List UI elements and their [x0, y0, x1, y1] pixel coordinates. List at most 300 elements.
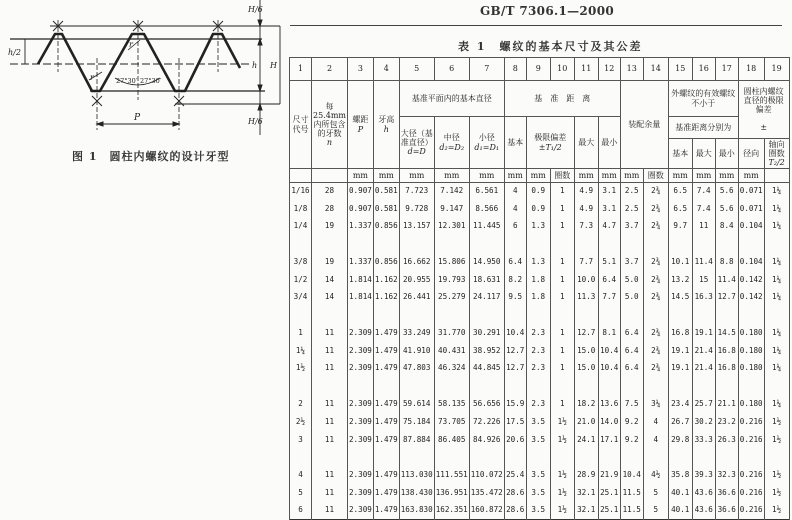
table-cell: 11 [312, 325, 348, 343]
table-cell: 24.117 [469, 289, 504, 307]
header-gauge-distance: 基 准 距 离 [504, 81, 620, 117]
table-cell: 7.4 [692, 200, 715, 218]
table-cell: 21.1 [715, 396, 738, 414]
table-cell: 8.2 [504, 271, 526, 289]
table-cell: 11 [312, 484, 348, 502]
column-number: 17 [715, 58, 738, 81]
table-cell: 84.926 [469, 431, 504, 449]
table-cell: 1¼ [764, 218, 789, 236]
thread-profile-figure [0, 0, 285, 170]
table-cell: 24.1 [574, 431, 598, 449]
table-cell: 5.0 [620, 271, 643, 289]
table-cell: 1¼ [290, 342, 312, 360]
table-cell: 110.072 [469, 467, 504, 485]
table-cell: 0.907 [347, 183, 373, 201]
table-title: 表 1 螺纹的基本尺寸及其公差 [458, 40, 643, 53]
spacer-row [290, 449, 790, 467]
table-cell: 16.3 [692, 289, 715, 307]
column-number: 12 [598, 58, 620, 81]
table-cell: 19.793 [434, 271, 469, 289]
h-sixth-top-label: H/6 [248, 5, 263, 14]
column-number: 10 [550, 58, 574, 81]
unit-cell: mm [620, 169, 643, 183]
table-cell: 1 [550, 360, 574, 378]
table-cell: 40.1 [668, 502, 692, 520]
table-cell: 38.952 [469, 342, 504, 360]
table-cell: 0.581 [373, 200, 399, 218]
table-cell: 25.1 [598, 502, 620, 520]
table-cell: 2.309 [347, 342, 373, 360]
unit-cell [290, 169, 312, 183]
table-cell: 1½ [550, 413, 574, 431]
table-cell: 2¾ [643, 218, 668, 236]
table-cell: 1½ [290, 360, 312, 378]
table-cell: 35.8 [668, 467, 692, 485]
table-cell: 17.1 [598, 431, 620, 449]
table-cell: 20.955 [399, 271, 434, 289]
table-cell: 16.8 [715, 360, 738, 378]
table-cell: 3.5 [526, 502, 550, 520]
table-cell: 9.7 [668, 218, 692, 236]
table-row [290, 342, 790, 360]
table-cell: 11 [312, 413, 348, 431]
table-cell: 0.180 [738, 360, 764, 378]
table-cell: 5 [643, 502, 668, 520]
table-cell: 56.656 [469, 396, 504, 414]
table-cell: 19 [312, 218, 348, 236]
table-cell: 5 [643, 484, 668, 502]
table-cell: 1¼ [764, 289, 789, 307]
header-basic: 基本 [504, 117, 526, 169]
table-cell: 10.4 [598, 342, 620, 360]
table-cell: 14.5 [668, 289, 692, 307]
table-cell: 1.337 [347, 254, 373, 272]
table-cell: 0.856 [373, 218, 399, 236]
table-cell: 0.9 [526, 183, 550, 201]
unit-cell: mm [692, 169, 715, 183]
table-cell: 4 [504, 183, 526, 201]
column-number: 3 [347, 58, 373, 81]
pitch-label: P [134, 113, 141, 123]
table-cell: 47.803 [399, 360, 434, 378]
header-minor-dia: 小径 d₁=D₁ [469, 117, 504, 169]
table-cell: 4 [504, 200, 526, 218]
table-cell: 1.162 [373, 271, 399, 289]
table-cell: 1.479 [373, 413, 399, 431]
table-row [290, 396, 790, 414]
table-cell: 2.5 [620, 200, 643, 218]
table-cell: 0.9 [526, 200, 550, 218]
table-cell: 0.180 [738, 342, 764, 360]
table-cell: 5 [290, 484, 312, 502]
table-cell: 2.3 [526, 396, 550, 414]
table-cell: 21.9 [598, 467, 620, 485]
table-cell: 32.3 [715, 467, 738, 485]
table-cell: 2 [290, 396, 312, 414]
table-cell: 11.5 [620, 502, 643, 520]
table-cell: 162.351 [434, 502, 469, 520]
table-cell: 28.6 [504, 484, 526, 502]
table-cell: 113.030 [399, 467, 434, 485]
unit-cell: 圈数 [643, 169, 668, 183]
header-row-1 [290, 81, 790, 117]
table-row [290, 467, 790, 485]
header-limit-dev: 极限偏差 ±T₁/2 [526, 117, 574, 169]
table-cell: 19.1 [692, 325, 715, 343]
table-cell: 1.479 [373, 502, 399, 520]
table-cell: 0.142 [738, 271, 764, 289]
table-cell: 0.180 [738, 325, 764, 343]
table-cell: 15.0 [574, 342, 598, 360]
table-cell: 1.479 [373, 360, 399, 378]
table-cell: 0.104 [738, 254, 764, 272]
table-cell: 1.162 [373, 289, 399, 307]
table-cell: 4 [643, 431, 668, 449]
table-cell: 9.728 [399, 200, 434, 218]
table-cell: 26.441 [399, 289, 434, 307]
table-cell: 1 [550, 254, 574, 272]
table-cell: 2.5 [620, 183, 643, 201]
table-cell: 36.6 [715, 484, 738, 502]
table-cell: 72.226 [469, 413, 504, 431]
table-cell: 0.216 [738, 484, 764, 502]
table-cell: 7.7 [598, 289, 620, 307]
header-gauge-respectively: 基准距离分别为 [668, 117, 738, 139]
unit-cell: mm [526, 169, 550, 183]
table-cell: 11.4 [715, 271, 738, 289]
column-number: 16 [692, 58, 715, 81]
table-cell: 1 [550, 200, 574, 218]
table-cell: 1/2 [290, 271, 312, 289]
table-cell: 6.5 [668, 200, 692, 218]
table-cell: 11.4 [692, 254, 715, 272]
table-cell: 15.0 [574, 360, 598, 378]
table-cell: 28.9 [574, 467, 598, 485]
table-cell: 111.551 [434, 467, 469, 485]
table-cell: 16.8 [715, 342, 738, 360]
table-cell: 32.1 [574, 484, 598, 502]
unit-cell: mm [504, 169, 526, 183]
table-cell: 6.4 [620, 325, 643, 343]
table-cell: 2¾ [643, 200, 668, 218]
header-fitting-allowance: 装配余量 [620, 81, 668, 169]
table-cell: 15.806 [434, 254, 469, 272]
table-cell: 7.142 [434, 183, 469, 201]
table-row [290, 271, 790, 289]
table-cell: 8.4 [715, 218, 738, 236]
table-cell: 12.7 [504, 342, 526, 360]
table-cell: 1¼ [764, 200, 789, 218]
table-row [290, 484, 790, 502]
unit-cell: mm [668, 169, 692, 183]
table-cell: 1 [550, 396, 574, 414]
table-cell: 7.4 [692, 183, 715, 201]
table-cell: 2.309 [347, 325, 373, 343]
table-cell: 1½ [764, 413, 789, 431]
table-cell: 3.7 [620, 218, 643, 236]
table-cell: 10.0 [574, 271, 598, 289]
table-cell: 19 [312, 254, 348, 272]
table-cell: 21.0 [574, 413, 598, 431]
table-cell: 0.581 [373, 183, 399, 201]
table-cell: 0.856 [373, 254, 399, 272]
h-label: h [252, 61, 258, 70]
table-cell: 9.2 [620, 431, 643, 449]
table-cell: 1½ [764, 502, 789, 520]
h-half-label: h/2 [8, 48, 21, 57]
unit-cell: 圈数 [550, 169, 574, 183]
table-cell: 2¾ [643, 342, 668, 360]
table-cell: 1 [550, 342, 574, 360]
table-cell: 86.405 [434, 431, 469, 449]
unit-cell: mm [347, 169, 373, 183]
table-cell: 10.4 [620, 467, 643, 485]
table-cell: 1¼ [764, 325, 789, 343]
table-cell: 11 [312, 360, 348, 378]
table-cell: 3 [290, 431, 312, 449]
figure-caption: 图 1 圆柱内螺纹的设计牙型 [72, 150, 230, 163]
table-cell: 1½ [550, 431, 574, 449]
table-body [290, 183, 790, 520]
table-cell: 5.0 [620, 289, 643, 307]
unit-cell: mm [434, 169, 469, 183]
unit-cell: mm [715, 169, 738, 183]
table-cell: 87.884 [399, 431, 434, 449]
table-cell: 3/4 [290, 289, 312, 307]
unit-cell: mm [469, 169, 504, 183]
table-cell: 13.6 [598, 396, 620, 414]
column-number: 2 [312, 58, 348, 81]
unit-cell: mm [373, 169, 399, 183]
table-cell: 2.3 [526, 342, 550, 360]
thread-dimensions-table [289, 57, 790, 520]
table-cell: 2.309 [347, 467, 373, 485]
table-cell: 3.7 [620, 254, 643, 272]
table-cell: 14.0 [598, 413, 620, 431]
header-pitch-dia: 中径 d₂=D₂ [434, 117, 469, 169]
table-cell: 1½ [550, 484, 574, 502]
header-useful-min: 最小 [715, 139, 738, 169]
table-cell: 9.147 [434, 200, 469, 218]
table-cell: 14.5 [715, 325, 738, 343]
table-cell: 2.309 [347, 360, 373, 378]
table-cell: 6.561 [469, 183, 504, 201]
table-cell: 30.291 [469, 325, 504, 343]
table-row [290, 289, 790, 307]
column-number: 19 [764, 58, 789, 81]
table-cell: 16.8 [668, 325, 692, 343]
table-cell: 4½ [643, 467, 668, 485]
thread-profile-diagram [0, 0, 285, 145]
table-cell: 1¼ [764, 342, 789, 360]
table-cell: 1.3 [526, 218, 550, 236]
table-cell: 43.6 [692, 502, 715, 520]
header-pitch: 螺距 P [347, 81, 373, 169]
table-cell: 25.1 [598, 484, 620, 502]
table-cell: 1 [550, 325, 574, 343]
unit-cell [312, 169, 348, 183]
table-cell: 0.216 [738, 502, 764, 520]
header-major-dia: 大径（基准直径） d=D [399, 117, 434, 169]
header-threads-per-inch: 每 25.4mm 内所包含的牙数 n [312, 81, 348, 169]
table-cell: 9.2 [620, 413, 643, 431]
table-cell: 4 [290, 467, 312, 485]
table-cell: 21.4 [692, 360, 715, 378]
table-cell: 33.3 [692, 431, 715, 449]
table-cell: 18.631 [469, 271, 504, 289]
table-cell: 11.445 [469, 218, 504, 236]
table-cell: 31.770 [434, 325, 469, 343]
table-cell: 0.071 [738, 183, 764, 201]
radius-label-1: r [129, 40, 133, 49]
table-cell: 1.479 [373, 342, 399, 360]
column-number-row [290, 58, 790, 81]
table-cell: 36.6 [715, 502, 738, 520]
table-cell: 10.4 [598, 360, 620, 378]
table-cell: 1¼ [764, 254, 789, 272]
table-cell: 1½ [764, 431, 789, 449]
spacer-row [290, 307, 790, 325]
table-cell: 10.4 [504, 325, 526, 343]
table-cell: 12.7 [715, 289, 738, 307]
table-cell: 2.3 [526, 360, 550, 378]
table-cell: 23.2 [715, 413, 738, 431]
table-cell: 2.309 [347, 502, 373, 520]
table-cell: 3.5 [526, 431, 550, 449]
table-cell: 136.951 [434, 484, 469, 502]
table-cell: 28 [312, 183, 348, 201]
radius-label-2: r [90, 73, 94, 82]
table-cell: 1.8 [526, 289, 550, 307]
table-cell: 19.1 [668, 360, 692, 378]
table-cell: 4.9 [574, 183, 598, 201]
table-cell: 11.3 [574, 289, 598, 307]
unit-cell: mm [399, 169, 434, 183]
table-cell: 26.3 [715, 431, 738, 449]
table-cell: 1¼ [764, 396, 789, 414]
unit-row [290, 169, 790, 183]
table-row [290, 413, 790, 431]
table-cell: 15 [692, 271, 715, 289]
header-min: 最小 [598, 117, 620, 169]
table-cell: 3.5 [526, 413, 550, 431]
table-cell: 13.2 [668, 271, 692, 289]
table-cell: 3.1 [598, 183, 620, 201]
table-cell: 39.3 [692, 467, 715, 485]
header-divider [290, 25, 782, 26]
table-cell: 2¾ [643, 254, 668, 272]
spacer-row [290, 378, 790, 396]
table-cell: 73.705 [434, 413, 469, 431]
header-useful-basic: 基本 [668, 139, 692, 169]
table-cell: 4.7 [598, 218, 620, 236]
table-cell: 32.1 [574, 502, 598, 520]
table-cell: 9.5 [504, 289, 526, 307]
table-cell: 2½ [290, 413, 312, 431]
header-basic-diameters: 基准平面内的基本直径 [399, 81, 504, 117]
column-number: 8 [504, 58, 526, 81]
table-cell: 23.4 [668, 396, 692, 414]
table-cell: 44.845 [469, 360, 504, 378]
table-cell: 6.4 [620, 360, 643, 378]
table-cell: 0.907 [347, 200, 373, 218]
table-cell: 1½ [550, 502, 574, 520]
table-cell: 3.5 [526, 467, 550, 485]
table-cell: 2.309 [347, 431, 373, 449]
table-row [290, 254, 790, 272]
header-size-code: 尺寸代号 [290, 81, 312, 169]
table-cell: 0.216 [738, 467, 764, 485]
table-cell: 1.8 [526, 271, 550, 289]
table-cell: 7.723 [399, 183, 434, 201]
table-cell: 12.7 [574, 325, 598, 343]
table-row [290, 183, 790, 201]
header-dia-limit-dev: 圆柱内螺纹直径的极限偏差 ± [738, 81, 789, 139]
table-cell: 15.9 [504, 396, 526, 414]
table-cell: 6 [504, 218, 526, 236]
table-cell: 33.249 [399, 325, 434, 343]
table-cell: 1½ [764, 467, 789, 485]
table-cell: 5.1 [598, 254, 620, 272]
table-cell: 0.216 [738, 413, 764, 431]
table-cell: 1¼ [764, 360, 789, 378]
table-cell: 12.7 [504, 360, 526, 378]
flank-angle-right: 27°30′ [140, 77, 162, 85]
table-cell: 25.7 [692, 396, 715, 414]
table-cell: 8.566 [469, 200, 504, 218]
table-cell: 19.1 [668, 342, 692, 360]
table-cell: 1¼ [764, 183, 789, 201]
table-cell: 1/16 [290, 183, 312, 201]
table-cell: 59.614 [399, 396, 434, 414]
table-cell: 2.309 [347, 484, 373, 502]
header-axial-turns: 轴向圈数 T₂/2 [764, 139, 789, 169]
table-cell: 18.2 [574, 396, 598, 414]
table-cell: 75.184 [399, 413, 434, 431]
table-cell: 0.180 [738, 396, 764, 414]
table-cell: 14 [312, 289, 348, 307]
column-number: 15 [668, 58, 692, 81]
table-cell: 28 [312, 200, 348, 218]
table-cell: 2¾ [643, 325, 668, 343]
table-cell: 11 [692, 218, 715, 236]
table-cell: 11.5 [620, 484, 643, 502]
table-cell: 17.5 [504, 413, 526, 431]
table-cell: 11 [312, 396, 348, 414]
column-number: 11 [574, 58, 598, 81]
header-useful-thread: 外螺纹的有效螺纹不小于 [668, 81, 738, 117]
table-cell: 0.071 [738, 200, 764, 218]
table-cell: 1½ [550, 467, 574, 485]
table-cell: 11 [312, 467, 348, 485]
table-cell: 5.6 [715, 183, 738, 201]
table-cell: 58.135 [434, 396, 469, 414]
standard-number: GB/T 7306.1—2000 [480, 4, 615, 18]
table-cell: 7.5 [620, 396, 643, 414]
table-row [290, 502, 790, 520]
table-cell: 4 [643, 413, 668, 431]
unit-cell: mm [598, 169, 620, 183]
table-cell: 30.2 [692, 413, 715, 431]
table-cell: 135.472 [469, 484, 504, 502]
table-cell: 2¾ [643, 289, 668, 307]
table-cell: 26.7 [668, 413, 692, 431]
table-cell: 40.1 [668, 484, 692, 502]
table-cell: 6.4 [598, 271, 620, 289]
table-cell: 40.431 [434, 342, 469, 360]
table-cell: 8.8 [715, 254, 738, 272]
table-cell: 7.3 [574, 218, 598, 236]
